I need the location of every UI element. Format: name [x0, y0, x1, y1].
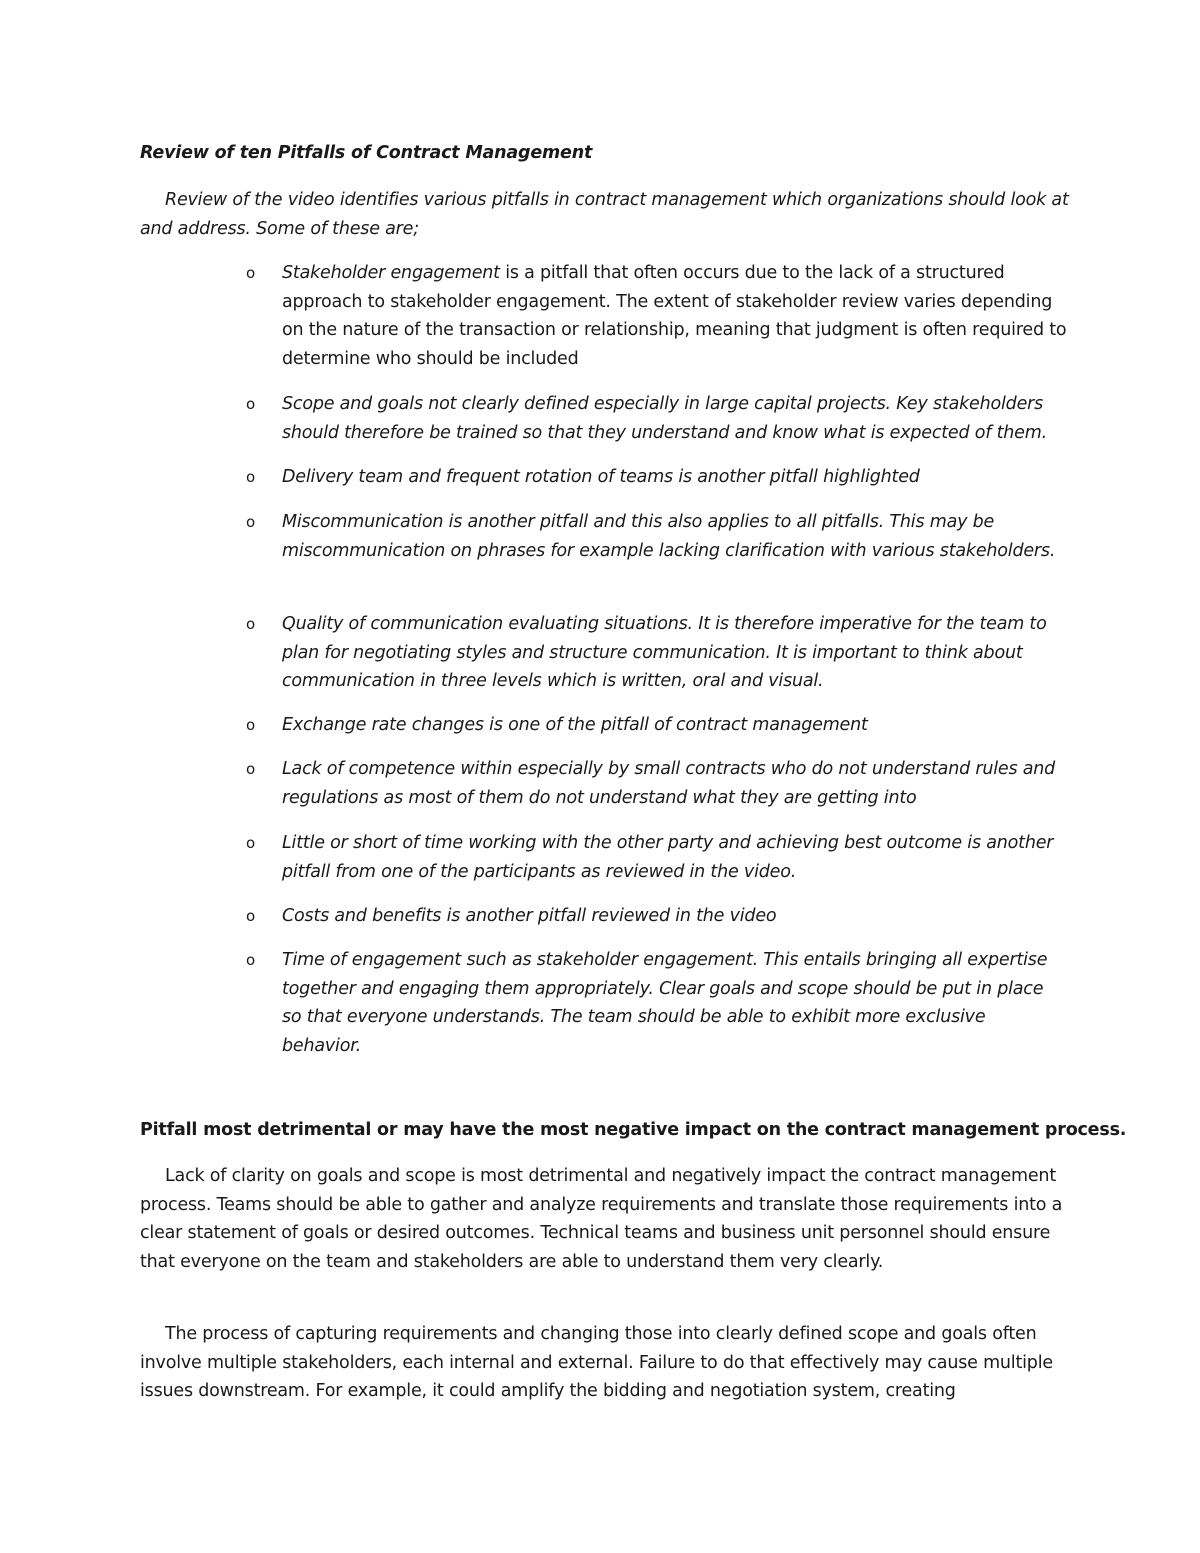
list-item-text — [282, 902, 1067, 931]
bullet-marker: o — [246, 907, 256, 925]
bullet-marker: o — [246, 951, 256, 969]
bullet-marker: o — [246, 468, 256, 486]
list-item-lead: Lack of competence within especially by small contracts who do not understand rules and regulations as most of them do not understand what they are getting into — [282, 759, 1056, 808]
list-item — [0, 902, 1200, 946]
bullet-marker: o — [246, 834, 256, 852]
bullet-marker: o — [246, 760, 256, 778]
list-item-text — [282, 711, 1067, 740]
list-item-text — [282, 508, 1067, 565]
list-item-text — [282, 259, 1067, 374]
list-item — [0, 946, 1200, 1066]
list-item — [0, 463, 1200, 508]
body-paragraph: Lack of clarity on goals and scope is most detrimental and negatively impact the contract management process. Teams should be able to gather and analyze requirements and translate those requirements into a clear statement of goals or desired outcomes. Technical teams and business unit personnel should ensure that everyone on the team and stakeholders are able to understand them very clearly. — [140, 1166, 1063, 1273]
list-item — [0, 508, 1200, 610]
bullet-marker: o — [246, 513, 256, 531]
list-item-lead: Time of engagement such as stakeholder engagement. This entails bringing all expertise together and engaging them appropriately. Clear goals and scope should be put in place so that everyone understands. The team should be able to exhibit more exclusive behavior. — [282, 950, 1048, 1057]
list-item-text — [282, 463, 1067, 492]
list-item-lead: Costs and benefits is another pitfall reviewed in the video — [282, 906, 777, 926]
list-item-lead: Stakeholder engagement — [282, 263, 500, 283]
body-paragraph: The process of capturing requirements and changing those into clearly defined scope and goals often involve multiple stakeholders, each internal and external. Failure to do that effectively may cause multiple issues downstream. For example, it could amplify the bidding and negotiation system, creating — [140, 1324, 1053, 1402]
list-item — [0, 610, 1200, 711]
list-item-lead: Exchange rate changes is one of the pitfall of contract management — [282, 715, 868, 735]
list-item — [0, 390, 1200, 463]
intro-paragraph: Review of the video identifies various pitfalls in contract management which organizations should look at and address. Some of these are; — [140, 190, 1069, 239]
list-item-lead: Miscommunication is another pitfall and this also applies to all pitfalls. This may be miscommunication on phrases for example lacking clarification with various stakeholders. — [282, 512, 1056, 561]
list-item-text — [282, 946, 1067, 1061]
list-item — [0, 711, 1200, 755]
list-item — [0, 755, 1200, 829]
list-item-text — [282, 755, 1067, 812]
list-item-text — [282, 390, 1067, 447]
pitfall-list — [0, 259, 1200, 1066]
bullet-marker: o — [246, 264, 256, 282]
document-title: Review of ten Pitfalls of Contract Management — [140, 143, 593, 163]
list-item-text — [282, 829, 1067, 886]
section-heading: Pitfall most detrimental or may have the most negative impact on the contract management process. — [140, 1120, 1127, 1140]
bullet-marker: o — [246, 395, 256, 413]
list-item-text — [282, 610, 1067, 696]
list-item-lead: Scope and goals not clearly defined especially in large capital projects. Key stakeholders should therefore be trained so that they understand and know what is expected of them. — [282, 394, 1047, 443]
list-item-lead: Delivery team and frequent rotation of teams is another pitfall highlighted — [282, 467, 920, 487]
list-item — [0, 259, 1200, 390]
list-item-lead: Little or short of time working with the other party and achieving best outcome is another pitfall from one of the participants as reviewed in the video. — [282, 833, 1054, 882]
list-item-lead: Quality of communication evaluating situations. It is therefore imperative for the team to plan for negotiating styles and structure communication. It is important to think about communication in three levels which is written, oral and visual. — [282, 614, 1047, 692]
bullet-marker: o — [246, 716, 256, 734]
list-item-rest: is a pitfall that often occurs due to the lack of a structured approach to stakeholder engagement. The extent of stakeholder review varies depending on the nature of the transaction or relationship, meaning that judgment is often required to determine who should be included — [282, 263, 1067, 370]
list-item — [0, 829, 1200, 902]
bullet-marker: o — [246, 615, 256, 633]
